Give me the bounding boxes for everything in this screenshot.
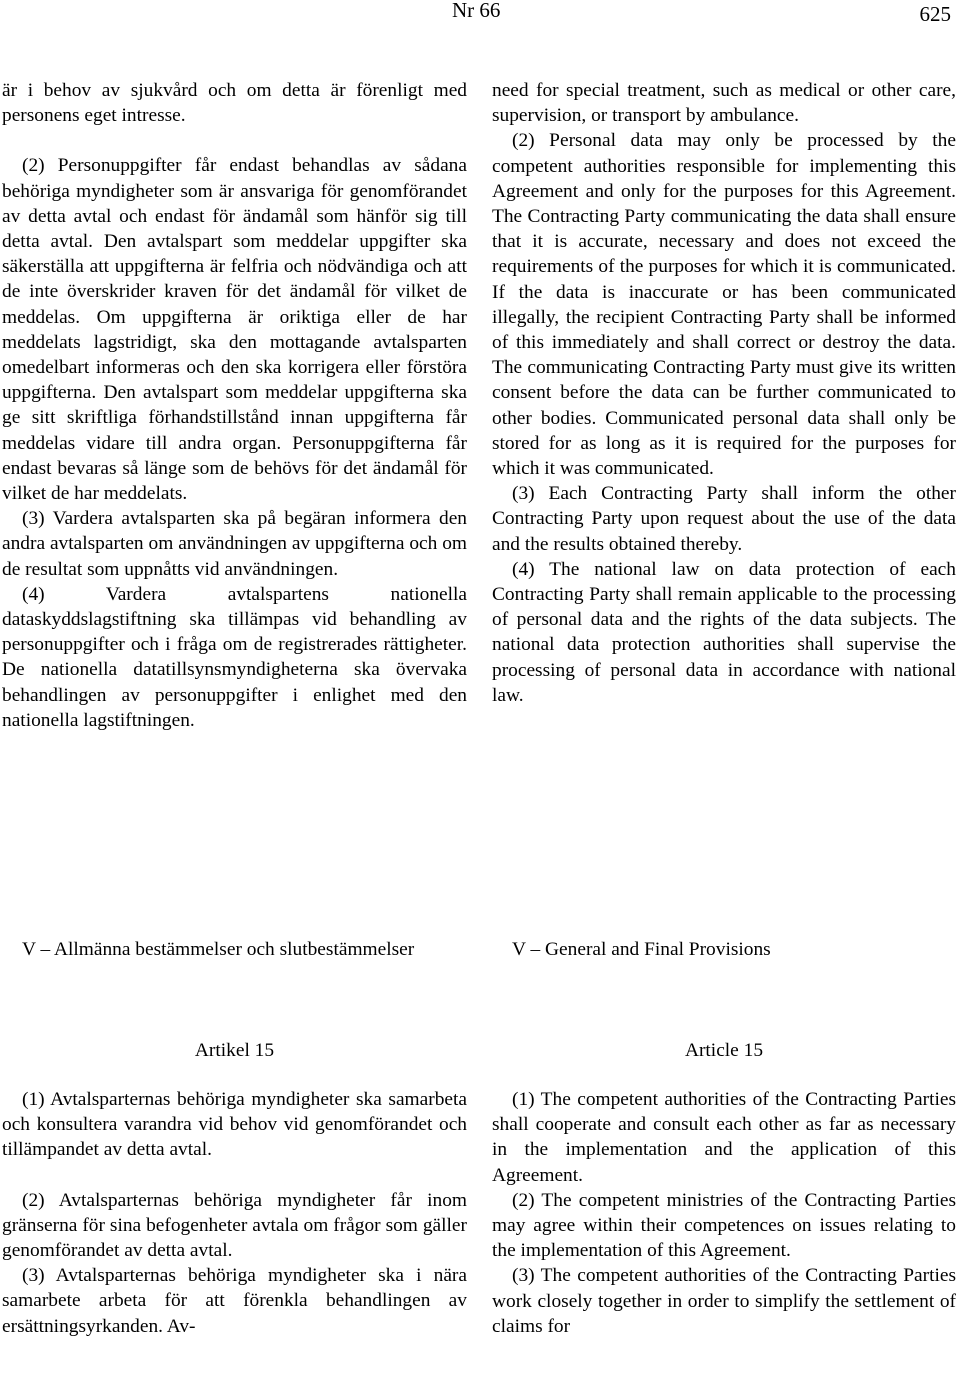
- paragraph: (4) Vardera avtalspartens nationella dataskyddslagstiftning ska tillämpas vid behandling av personuppgifter och i fråga om de registrerades rättigheter. De nationella datatillsynsmyndigheterna ska övervaka behandlingen av personuppgifter i enlighet med den nationella lagstiftningen.: [2, 583, 467, 731]
- paragraph: (3) Vardera avtalsparten ska på begäran informera den andra avtalsparten om användningen av uppgifterna och om de resultat som uppnåtts vid användningen.: [2, 508, 467, 580]
- paragraph: (3) The competent authorities of the Contracting Parties work closely together in order to simplify the settlement of claims for: [492, 1265, 956, 1337]
- page-header: [0, 0, 960, 30]
- paragraph: (2) The competent ministries of the Contracting Parties may agree within their competences on issues relating to the implementation of this Agreement.: [492, 1189, 956, 1262]
- paragraph: (4) The national law on data protection of each Contracting Party shall remain applicable to the processing of personal data and the rights of the data subjects. The national data protection authorities shall supervise the processing of personal data in accordance with national law.: [492, 558, 956, 706]
- paragraph: (2) Personuppgifter får endast behandlas av sådana behöriga myndigheter som är ansvariga för genomförandet av detta avtal och endast för ändamål som hänför sig till detta avtal. Den avtalspart som meddelar uppgifter ska säkerställa att uppgifterna är felfria och nödvändiga och att de inte överskrider kraven för det ändamål för vilket de meddelas. Om uppgifterna är oriktiga eller de har meddelats lagstridigt, ska den mottagande avtalsparten omedelbart informeras och den ska korrigera eller förstöra uppgifterna. Den avtalspart som meddelar uppgifterna ska ge sitt skriftliga förhandstillstånd innan uppgifterna får meddelas vidare till andra organ. Personuppgifterna får endast bevaras så länge som de behövs för det ändamål för vilket de har meddelats.: [2, 155, 467, 505]
- section-heading-english: V – General and Final Provisions: [512, 939, 771, 960]
- paragraph: (1) The competent authorities of the Contracting Parties shall cooperate and consult each other as far as necessary in the implementation and the application of this Agreement.: [492, 1089, 956, 1186]
- paragraph: (1) Avtalsparternas behöriga myndigheter ska samarbeta och konsultera varandra vid behov vid genomförandet och tillämpandet av detta avtal.: [2, 1089, 467, 1161]
- english-article14-text: [492, 78, 956, 708]
- swedish-article14-text: [2, 78, 467, 733]
- paragraph: är i behov av sjukvård och om detta är förenligt med personens eget intresse.: [2, 80, 467, 127]
- paragraph: (3) Avtalsparternas behöriga myndigheter ska i nära samarbete arbeta för att förenkla behandlingen av ersättningsyrkanden. Av-: [2, 1265, 467, 1337]
- article-heading-english: Article 15: [684, 1040, 764, 1061]
- paragraph: (2) Personal data may only be processed by the competent authorities responsible for implementing this Agreement and only for the purposes for this Agreement. The Contracting Party communicating the data shall ensure that it is accurate, necessary and does not exceed the requirements of the purposes for which it is communicated. If the data is inaccurate or has been communicated illegally, the recipient Contracting Party shall be informed of this immediately and shall correct or destroy the data. The communicating Contracting Party must give its written consent before the data can be further communicated to other bodies. Communicated personal data shall only be stored for as long as it is required for the purposes for which it was communicated.: [492, 130, 956, 480]
- page-number: 625: [919, 2, 951, 26]
- paragraph: (2) Avtalsparternas behöriga myndigheter får inom gränserna för sina befogenheter avtala om frågor som gäller genomförandet av detta avtal.: [2, 1189, 467, 1262]
- paragraph: (3) Each Contracting Party shall inform the other Contracting Party upon request about the use of the data and the results obtained thereby.: [492, 483, 956, 555]
- issue-number: Nr 66: [452, 0, 501, 22]
- article-heading-swedish: Artikel 15: [194, 1040, 275, 1061]
- paragraph: need for special treatment, such as medical or other care, supervision, or transport by ambulance.: [492, 80, 956, 127]
- swedish-article15-text: [2, 1087, 467, 1339]
- english-article15-text: [492, 1087, 956, 1339]
- section-heading-swedish: V – Allmänna bestämmelser och slutbestämmelser: [22, 939, 415, 960]
